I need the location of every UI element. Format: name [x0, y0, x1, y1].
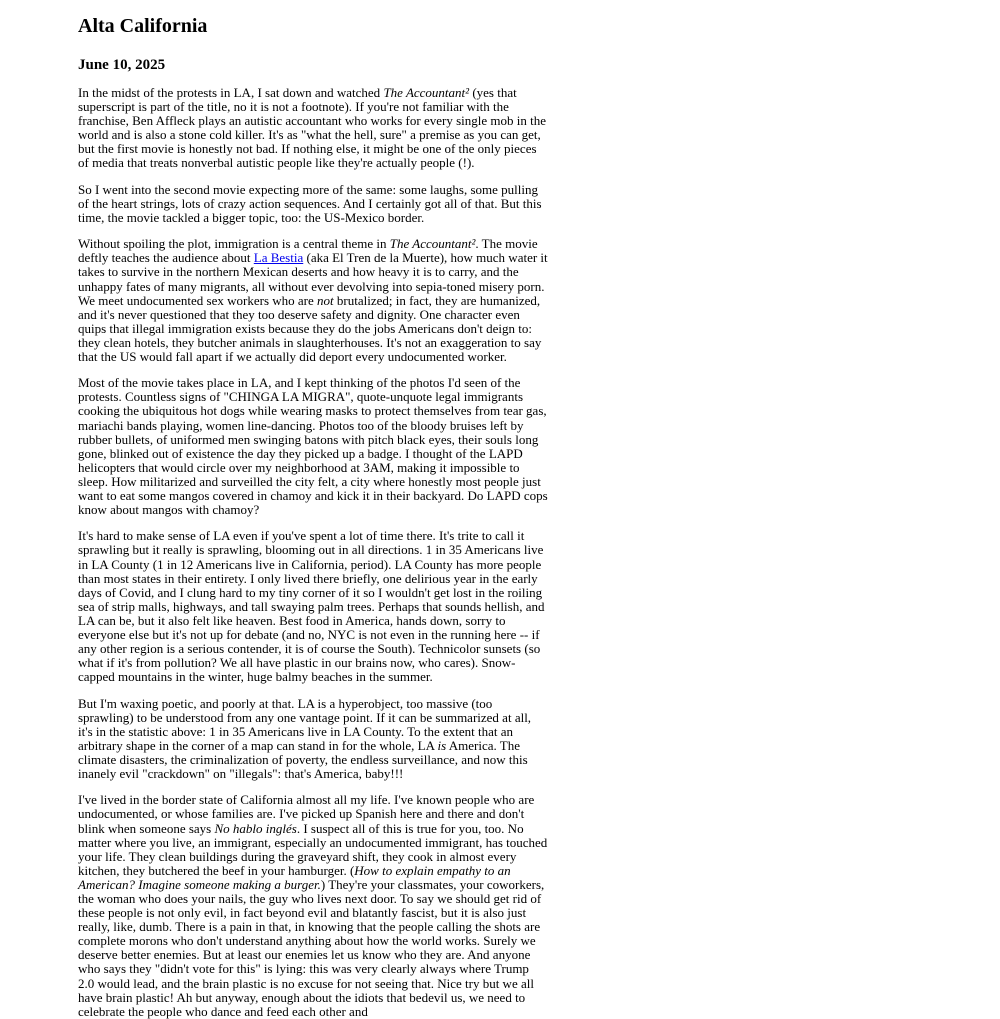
- movie-title: The Accountant²: [383, 85, 470, 100]
- emphasis: not: [317, 292, 334, 308]
- paragraph-5: It's hard to make sense of LA even if you've spent a lot of time there. It's trite to call it sprawling but it really is sprawling, blooming out in all directions. 1 in 35 Americans live in LA County (1 in 12 Americans live in California, period). LA County has more people than most states in their entirety. I only lived there briefly, one delirious year in the early days of Covid, and I clung hard to my tiny corner of it so I wouldn't get lost in the roiling sea of strip malls, highways, and tall swaying palm trees. Perhaps that sounds hellish, and LA can be, but it also felt like heaven. Best food in America, hands down, sorry to everyone else but it's not up for debate (and no, NYC is not even in the running here -- if any other region is a serious contender, it is of course the South). Technicolor sunsets (so what if it's from pollution? We all have plastic in our brains now, who cares). Snow-capped mountains in the winter, huge balmy beaches in the summer.: [78, 528, 545, 685]
- emphasis: No hablo inglés: [214, 820, 297, 836]
- text-run: (aka El Tren de la Muerte), how much water it takes to survive in the northern Mexican deserts and how heavy it is to carry, and the unhappy fates of many migrants, all without ever devolving into sepia-toned misery porn. We meet undocumented sex workers who are: [78, 250, 548, 308]
- text-run: In the midst of the protests in LA, I sat down and watched: [78, 85, 384, 100]
- paragraph-2: So I went into the second movie expecting more of the same: some laughs, some pulling of the heart strings, lots of crazy action sequences. And I certainly got all of that. But this time, the movie tackled a bigger topic, too: the US-Mexico border.: [78, 181, 542, 225]
- paragraph-3: [78, 237, 548, 364]
- la-bestia-link[interactable]: La Bestia: [253, 250, 304, 266]
- text-run: . I suspect all of this is true for you, too. No matter where you live, an immigrant, especially an undocumented immigrant, has touched your life. They clean buildings during the graveyard shift, they cook in almost every kitchen, they butchered the beef in your hamburger. (: [78, 820, 548, 878]
- emphasis: is: [437, 737, 447, 753]
- text-run: But I'm waxing poetic, and poorly at that. LA is a hyperobject, too massive (too sprawling) to be understood from any one vantage point. If it can be summarized at all, it's in the statistic above: 1 in 35 Americans live in LA County. To the extent that an arbitrary shape in the corner of a map can stand in for the whole, LA: [78, 695, 532, 753]
- text-run: I've lived in the border state of California almost all my life. I've known people who are undocumented, or whose families are. I've picked up Spanish here and there and don't blink when someone says: [78, 792, 535, 836]
- post-date: June 10, 2025: [78, 57, 166, 73]
- text-run: America. The climate disasters, the criminalization of poverty, the endless surveillance, and now this inanely evil "crackdown" on "illegals": that's America, baby!!!: [78, 737, 528, 782]
- paragraph-7: [78, 793, 548, 1019]
- text-run: ) They're your classmates, your coworkers, the woman who does your nails, the guy who lives next door. To say we should get rid of these people is not only evil, in fact beyond evil and blatantly fascist, but it is also just really, like, dumb. There is a pain in that, in knowing that the people calling the shots are complete morons who don't understand anything about how the world works. Surely we deserve better enemies. But at least our enemies let us know who they are. And anyone who says they "didn't vote for this" is lying: this was very clearly always where Trump 2.0 would lead, and the brain plastic is no excuse for not seeing that. Nice try but we all have brain plastic! Ah but anyway, enough about the idiots that bedevil us, we need to celebrate the people who dance and feed each other and: [78, 876, 545, 1019]
- article: [78, 0, 548, 1019]
- text-run: . The movie deftly teaches the audience about: [78, 236, 538, 266]
- paragraph-6: [78, 697, 548, 782]
- page-title: Alta California: [78, 15, 208, 37]
- paragraph-4: Most of the movie takes place in LA, and I kept thinking of the photos I'd seen of the protests. Countless signs of "CHINGA LA MIGRA", quote-unquote legal immigrants cooking the ubiquitous hot dogs while wearing masks to protect themselves from tear gas, mariachi bands playing, women line-dancing. Photos too of the bloody bruises left by rubber bullets, of uniformed men swinging batons with pitch black eyes, their souls long gone, blinked out of existence the day they picked up a badge. I thought of the LAPD helicopters that would circle over my neighborhood at 3AM, making it impossible to sleep. How militarized and surveilled the city felt, a city where honestly most people just want to eat some mangos covered in chamoy and kick it in their backyard. Do LAPD cops know about mangos with chamoy?: [78, 375, 548, 518]
- emphasis: How to explain empathy to an American? Imagine someone making a burger.: [78, 862, 511, 892]
- text-run: Without spoiling the plot, immigration is a central theme in: [78, 236, 390, 252]
- text-run: (yes that superscript is part of the title, no it is not a footnote). If you're not familiar with the franchise, Ben Affleck plays an autistic accountant who works for every single mob in the world and is also a stone cold killer. It's as "what the hell, sure" a premise as you can get, but the first movie is honestly not bad. If nothing else, it might be one of the only pieces of media that treats nonverbal autistic people like they're actually people (!).: [78, 85, 546, 171]
- movie-title: The Accountant²: [389, 236, 476, 252]
- text-run: brutalized; in fact, they are humanized, and it's never questioned that they too deserve safety and dignity. One character even quips that illegal immigration exists because they do the jobs Americans don't deign to: they clean hotels, they butcher animals in slaughterhouses. It's not an exaggeration to say that the US would fall apart if we actually did deport every undocumented worker.: [78, 292, 542, 364]
- paragraph-1: [78, 86, 548, 171]
